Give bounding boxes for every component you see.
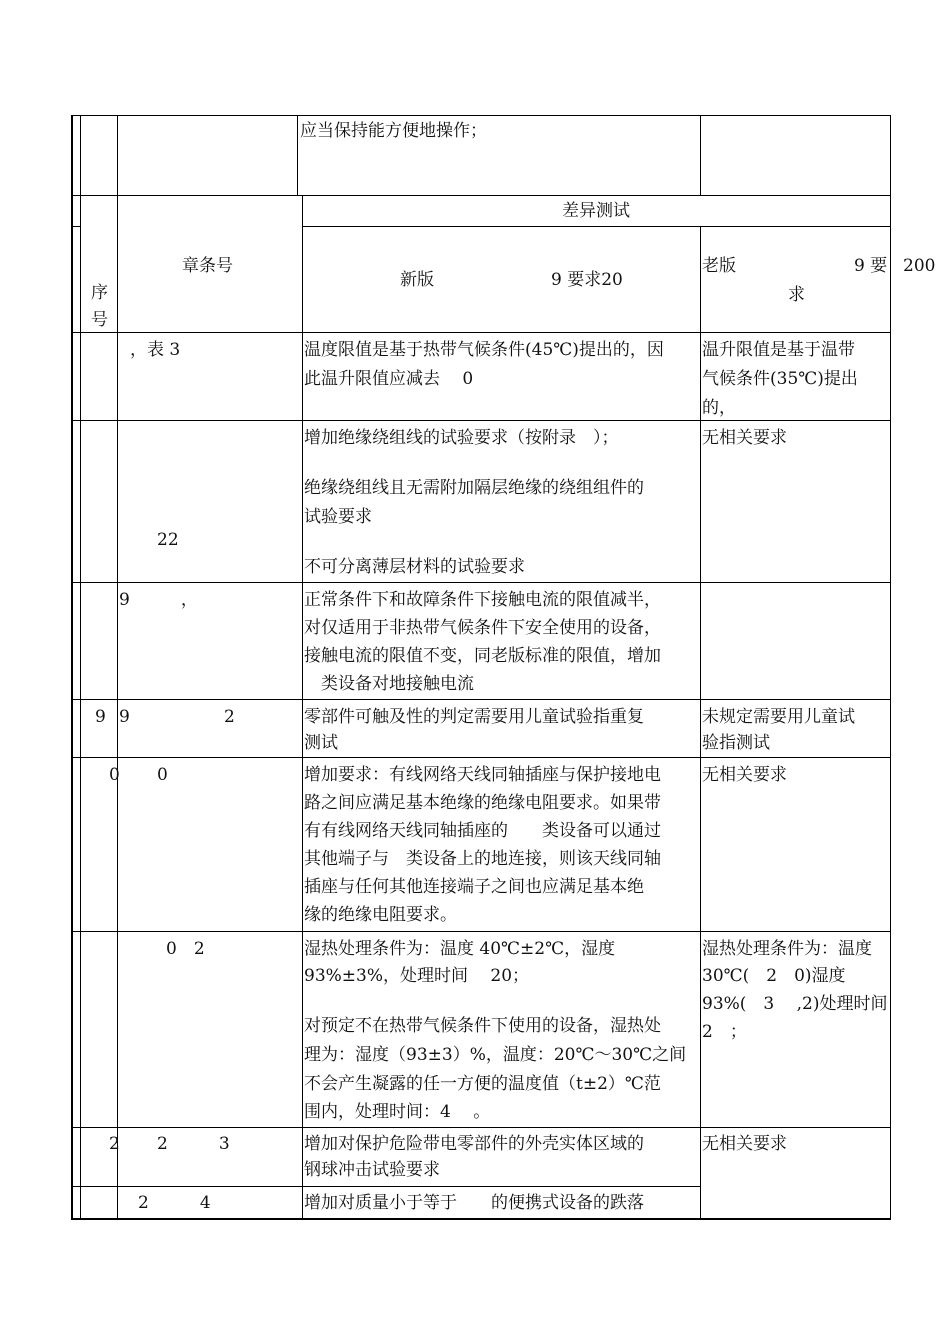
row-new-line: 有有线网络天线同轴插座的 类设备可以通过 [304,821,661,841]
row-seq: 0 [109,765,120,785]
row-old-line: 无相关要求 [702,765,787,785]
header-overflow-text: 200 [903,256,936,276]
header-seq-line1: 序 [91,283,108,303]
row-clause: 22 [157,530,179,550]
row-old-line: 湿热处理条件为：温度 [702,939,872,959]
row-new-line: 正常条件下和故障条件下接触电流的限值减半， [304,590,661,610]
row-clause-sub: 2 [224,707,235,727]
row-line [71,420,891,421]
row-new-line: 对预定不在热带气候条件下使用的设备，湿热处 [304,1016,661,1036]
col-divider-new [302,196,303,1220]
row-new-line: 不会产生凝露的任一方便的温度值（t±2）℃范 [304,1074,661,1094]
header-group-label: 差异测试 [562,201,630,221]
col-divider-old [700,115,701,196]
row-clause: 9 [119,707,130,727]
row-old-line: 温升限值是基于温带 [702,340,855,360]
row-new-line: 测试 [304,733,338,753]
row-new-line: 增加要求：有线网络天线同轴插座与保护接地电 [304,765,661,785]
header-clause-label: 章条号 [182,256,233,276]
row-old-line: 气候条件(35℃)提出 [702,369,858,389]
row-new-line: 增加对质量小于等于 的便携式设备的跌落 [304,1193,644,1213]
row-old-line: 的， [702,398,736,418]
header-new-suffix: 9 要求20 [551,270,623,290]
header-seq-line2: 号 [91,310,108,330]
row-line [302,226,891,227]
row-new-line: 绝缘绕组线且无需附加隔层绝缘的绕组组件的 [304,478,644,498]
row-clause: ，表 3 [130,340,181,360]
table-top-border [71,115,891,116]
header-old-suffix1: 9 要 [854,256,888,276]
table-bottom-border [71,1218,891,1220]
row-line [71,1186,701,1187]
row-new-line: 接触电流的限值不变，同老版标准的限值，增加 [304,646,661,666]
row-new-line: 插座与任何其他连接端子之间也应满足基本绝 [304,877,644,897]
table-border-left-inner [80,115,81,1220]
header-old-suffix2: 求 [788,285,805,305]
row-line [71,1127,891,1128]
continuation-text: 应当保持能方便地操作； [300,121,487,141]
row-clause: 2 4 [138,1193,211,1213]
table-border-left [71,115,73,1220]
row-new-line: 理为：湿度（93±3）%，温度：20℃～30℃之间 [304,1045,687,1065]
row-new-line: 路之间应满足基本绝缘的绝缘电阻要求。如果带 [304,793,661,813]
row-line [71,195,891,196]
row-old-line: 无相关要求 [702,428,787,448]
row-new-line: 93%±3%，处理时间 20； [304,966,530,986]
row-old-line: 无相关要求 [702,1134,787,1154]
row-new-line: 其他端子与 类设备上的地连接，则该天线同轴 [304,849,661,869]
side-tick [71,226,81,227]
row-new-line: 试验要求 [304,507,372,527]
row-new-line: 对仅适用于非热带气候条件下安全使用的设备， [304,618,661,638]
row-clause: 0 2 [166,939,205,959]
header-new-prefix: 新版 [400,270,434,290]
header-old-prefix: 老版 [702,256,736,276]
row-new-line: 缘的绝缘电阻要求。 [304,905,457,925]
row-old-line: 未规定需要用儿童试 [702,707,855,727]
row-new-line: 增加对保护危险带电零部件的外壳实体区域的 [304,1134,644,1154]
row-new-line: 增加绝缘绕组线的试验要求（按附录 ）； [304,428,619,448]
col-divider-old-body [700,226,701,1220]
row-line [71,332,891,333]
row-line [71,699,891,700]
row-old-line: 30℃( 2 0)湿度 [702,966,846,986]
row-new-line: 不可分离薄层材料的试验要求 [304,557,525,577]
row-old-line: 93%( 3 ,2)处理时间 [702,994,888,1014]
row-old-line: 验指测试 [702,733,770,753]
row-new-line: 零部件可触及性的判定需要用儿童试验指重复 [304,707,644,727]
row-line [71,582,891,583]
row-seq: 2 [109,1134,120,1154]
table-border-right [890,115,891,1220]
row-old-line: 2 ； [702,1022,747,1042]
row-line [71,931,891,932]
row-new-line: 温度限值是基于热带气候条件(45℃)提出的，因 [304,340,664,360]
col-divider-new-top [297,115,298,196]
row-new-line: 围内，处理时间：4 。 [304,1102,491,1122]
row-clause: 2 3 [157,1134,230,1154]
col-divider-clause [117,115,118,1220]
row-new-line: 钢球冲击试验要求 [304,1160,440,1180]
row-seq: 9 [95,707,106,727]
row-clause: 0 [157,765,168,785]
row-clause: 9 ， [119,590,198,610]
row-new-line: 此温升限值应减去 0 [304,369,474,389]
row-new-line: 类设备对地接触电流 [304,674,474,694]
row-new-line: 湿热处理条件为：温度 40℃±2℃，湿度 [304,939,616,959]
